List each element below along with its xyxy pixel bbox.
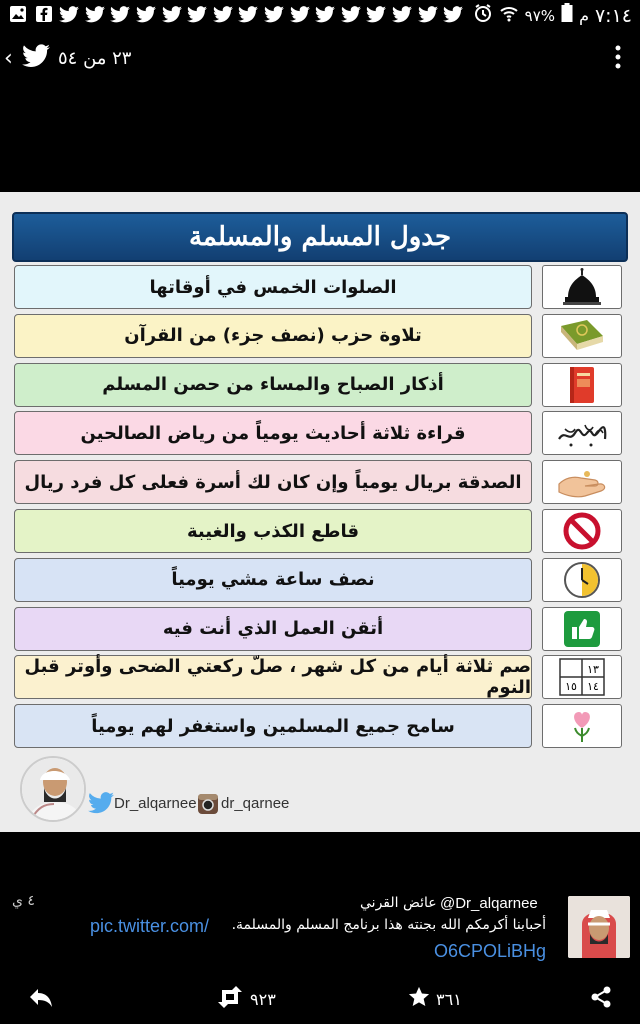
schedule-row-text: قاطع الكذب والغيبة bbox=[186, 520, 360, 542]
schedule-row bbox=[14, 265, 532, 309]
quran-book-icon bbox=[542, 314, 622, 358]
tweet-text: أحبابنا أكرمكم الله بجنته هذا برنامج المسلم والمسلمة. bbox=[231, 917, 546, 933]
image-counter: ٢٣ من ٥٤ bbox=[58, 48, 132, 69]
twitter-icon bbox=[366, 4, 386, 24]
tweet-image[interactable] bbox=[0, 192, 640, 832]
battery-level: ٩٧% bbox=[524, 6, 556, 25]
status-right bbox=[473, 3, 632, 28]
back-chevron-icon[interactable]: ‹ bbox=[4, 46, 13, 71]
schedule-row-text: أتقن العمل الذي أنت فيه bbox=[162, 618, 384, 640]
twitter-icon bbox=[264, 4, 284, 24]
card-title: جدول المسلم والمسلمة bbox=[12, 212, 628, 262]
twitter-icon bbox=[136, 4, 156, 24]
schedule-row bbox=[14, 411, 532, 455]
schedule-row bbox=[14, 509, 532, 553]
period-label: م bbox=[579, 6, 589, 25]
twitter-icon bbox=[213, 4, 233, 24]
schedule-row bbox=[14, 558, 532, 602]
twitter-bird-icon bbox=[88, 792, 114, 818]
prohibited-icon bbox=[542, 509, 622, 553]
twitter-icon bbox=[418, 4, 438, 24]
favorite-button[interactable] bbox=[408, 986, 462, 1012]
facebook-icon bbox=[34, 4, 54, 24]
schedule-row bbox=[14, 607, 532, 651]
red-book-icon bbox=[542, 363, 622, 407]
instagram-icon bbox=[197, 793, 219, 819]
retweet-count: ٩٢٣ bbox=[250, 989, 276, 1009]
schedule-row-text: قراءة ثلاثة أحاديث يومياً من رياض الصالحين bbox=[80, 422, 466, 444]
author-avatar bbox=[20, 756, 86, 822]
schedule-row-text: الصلوات الخمس في أوقاتها bbox=[149, 276, 397, 298]
svg-text:١٥: ١٥ bbox=[565, 680, 577, 694]
schedule-row-text: تلاوة حزب (نصف جزء) من القرآن bbox=[124, 325, 422, 347]
mosque-dome-icon bbox=[542, 265, 622, 309]
share-button[interactable] bbox=[590, 986, 612, 1012]
star-icon bbox=[408, 986, 430, 1012]
thumbs-up-icon bbox=[542, 607, 622, 651]
twitter-icon bbox=[187, 4, 207, 24]
retweet-icon bbox=[216, 986, 244, 1012]
twitter-icon bbox=[59, 4, 79, 24]
battery-icon bbox=[561, 3, 573, 28]
twitter-icon bbox=[110, 4, 130, 24]
favorite-count: ٣٦١ bbox=[436, 989, 462, 1009]
schedule-row-text: صم ثلاثة أيام من كل شهر ، صلّ ركعتي الضحى وأوتر قبل النوم bbox=[24, 656, 531, 699]
schedule-row bbox=[14, 314, 532, 358]
flower-heart-icon bbox=[542, 704, 622, 748]
schedule-row-text: أذكار الصباح والمساء من حصن المسلم bbox=[102, 374, 444, 396]
schedule-row-text: سامح جميع المسلمين واستغفر لهم يومياً bbox=[91, 715, 455, 737]
svg-text:١٣: ١٣ bbox=[587, 663, 599, 677]
tweet-link-continued[interactable]: O6CPOLiBHg bbox=[434, 941, 547, 961]
schedule-row bbox=[14, 655, 532, 699]
tweet-link[interactable]: pic.twitter.com/ bbox=[90, 916, 210, 936]
tweet-avatar[interactable] bbox=[568, 896, 630, 958]
twitter-icon bbox=[85, 4, 105, 24]
twitter-bird-icon bbox=[22, 44, 50, 72]
tweet-author-name[interactable]: عائض القرني bbox=[360, 895, 437, 911]
giving-hand-icon bbox=[542, 460, 622, 504]
calendar-icon bbox=[542, 655, 622, 699]
share-icon bbox=[590, 986, 612, 1012]
status-bar bbox=[0, 0, 640, 28]
twitter-icon bbox=[290, 4, 310, 24]
twitter-handle: Dr_alqarnee bbox=[114, 795, 197, 812]
svg-text:١٤: ١٤ bbox=[587, 680, 599, 694]
image-viewer-header bbox=[0, 28, 640, 90]
photos-icon bbox=[8, 4, 28, 24]
wifi-icon bbox=[499, 3, 519, 28]
clock-icon bbox=[542, 558, 622, 602]
twitter-icon bbox=[162, 4, 182, 24]
alarm-icon bbox=[473, 3, 493, 28]
reply-icon bbox=[28, 986, 54, 1012]
schedule-row bbox=[14, 704, 532, 748]
instagram-handle: dr_qarnee bbox=[221, 795, 290, 812]
overflow-menu-icon[interactable] bbox=[614, 44, 622, 74]
clock-time: ٧:١٤ bbox=[594, 4, 632, 27]
reply-button[interactable] bbox=[28, 986, 54, 1012]
schedule-row bbox=[14, 460, 532, 504]
retweet-button[interactable] bbox=[216, 986, 276, 1012]
schedule-row bbox=[14, 363, 532, 407]
tweet-author-handle[interactable]: @Dr_alqarnee bbox=[440, 895, 538, 912]
twitter-icon bbox=[341, 4, 361, 24]
twitter-icon bbox=[238, 4, 258, 24]
twitter-icon bbox=[392, 4, 412, 24]
schedule-row-text: نصف ساعة مشي يومياً bbox=[171, 569, 375, 591]
schedule-row-text: الصدقة بريال يومياً وإن كان لك أسرة فعلى كل فرد ريال bbox=[24, 471, 522, 493]
twitter-icon bbox=[315, 4, 335, 24]
twitter-icon bbox=[443, 4, 463, 24]
tweet-time: ٤ ي bbox=[12, 893, 35, 909]
calligraphy-icon bbox=[542, 411, 622, 455]
